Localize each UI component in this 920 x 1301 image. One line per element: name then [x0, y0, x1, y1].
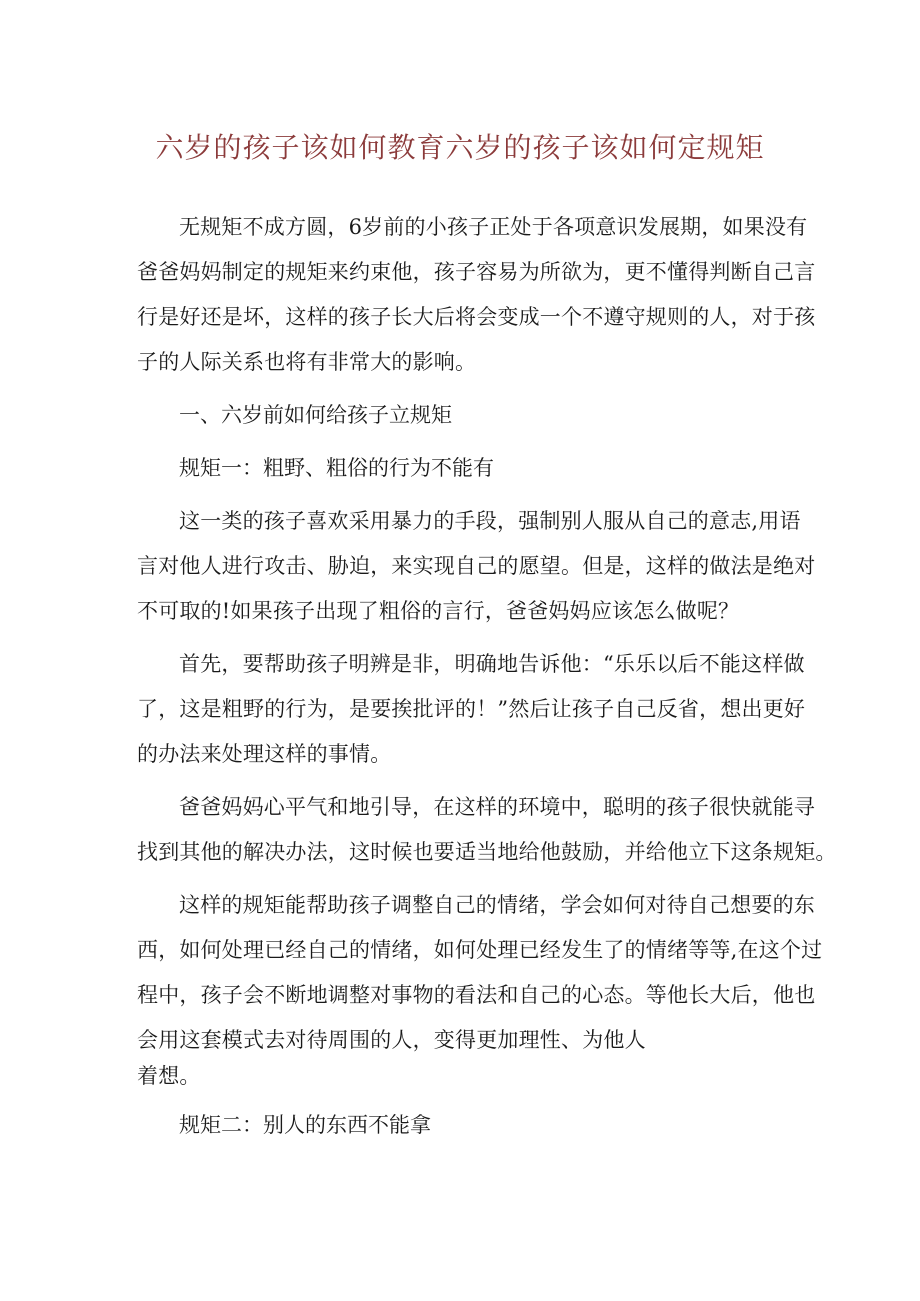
- text-line: 找到其他的解决办法，这时候也要适当地给他鼓励，并给他立下这条规矩。: [137, 840, 837, 864]
- paragraph-benefit: [137, 883, 823, 1089]
- document-body: [137, 205, 837, 1148]
- text-line: 言对他人进行攻击、胁迫，来实现自己的愿望。但是，这样的做法是绝对: [137, 554, 816, 578]
- text-line: 爸爸妈妈制定的规矩来约束他，孩子容易为所欲为，更不懂得判断自己言: [137, 260, 816, 284]
- text-line: 不可取的!如果孩子出现了粗俗的言行，爸爸妈妈应该怎么做呢？: [137, 599, 740, 623]
- text-line: 西，如何处理已经自己的情绪，如何处理已经发生了的情绪等等,在这个过: [137, 938, 823, 962]
- text-line: 行是好还是坏，这样的孩子长大后将会变成一个不遵守规则的人，对于孩: [137, 305, 816, 329]
- text-line: 这一类的孩子喜欢采用暴力的手段，强制别人服从自己的意志,用语: [179, 509, 801, 533]
- text-line: 程中，孩子会不断地调整对事物的看法和自己的心态。等他长大后，他也: [137, 983, 816, 1007]
- page-title: 六岁的孩子该如何教育六岁的孩子该如何定规矩: [155, 131, 765, 164]
- text-line: 会用这套模式去对待周围的人，变得更加理性、为他人: [137, 1028, 646, 1052]
- text-line: 着想。: [137, 1064, 201, 1088]
- rule-heading: 规矩一：粗野、粗俗的行为不能有: [179, 456, 494, 480]
- text-line: 首先，要帮助孩子明辨是非，明确地告诉他：“乐乐以后不能这样做: [179, 652, 805, 676]
- text-line: 无规矩不成方圆，6岁前的小孩子正处于各项意识发展期，如果没有: [179, 215, 808, 239]
- text-line: 爸爸妈妈心平气和地引导，在这样的环境中，聪明的孩子很快就能寻: [179, 795, 815, 819]
- section-heading: 一、六岁前如何给孩子立规矩: [179, 403, 452, 427]
- paragraph-guidance: [137, 785, 837, 875]
- text-line: 子的人际关系也将有非常大的影响。: [137, 350, 477, 374]
- text-line: 这样的规矩能帮助孩子调整自己的情绪，学会如何对待自己想要的东: [179, 893, 815, 917]
- paragraph-rule-one: [137, 499, 816, 634]
- rule-heading: 规矩二：别人的东西不能拿: [179, 1113, 431, 1137]
- text-line: 的办法来处理这样的事情。: [137, 742, 392, 766]
- text-line: 了，这是粗野的行为，是要挨批评的！”然后让孩子自己反省，想出更好: [137, 697, 806, 721]
- paragraph-first-step: [137, 642, 806, 777]
- paragraph-intro: [137, 205, 816, 385]
